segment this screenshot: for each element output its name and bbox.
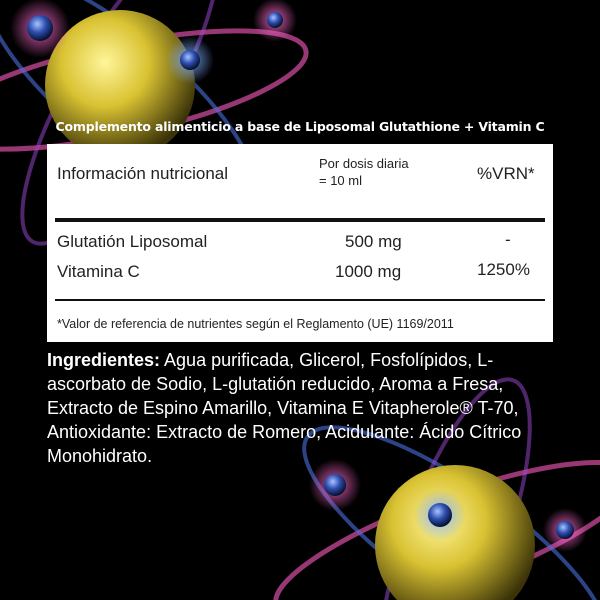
nutrition-table [47,144,553,342]
row-amount: 1000 mg [335,262,402,281]
header-vrn: %VRN* [477,164,535,183]
footer-divider [55,299,545,301]
header-per-dose: Por dosis diaria = 10 ml [319,156,409,188]
row-vrn: - [505,230,511,249]
row-name: Vitamina C [57,262,140,281]
ingredients-paragraph [47,348,557,468]
header-divider [55,218,545,222]
product-title: Complemento alimenticio a base de Liposomal Glutathione + Vitamin C [55,119,545,134]
row-amount: 500 mg [345,232,402,251]
ingredients-text: Agua purificada, Glicerol, Fosfolípidos, L-ascorbato de Sodio, L-glutatión reducido, Aroma a Fresa, Extracto de Espino Amarillo, Vitamina E Vitapherole® T-70, Antioxidante: Extracto de Romero, Acidulante: Ácido Cítrico Monohidrato. [47,350,522,466]
header-nutrition-info: Información nutricional [57,164,229,183]
ingredients-label: Ingredientes: [47,350,161,370]
row-vrn: 1250% [477,260,530,279]
row-name: Glutatión Liposomal [57,232,208,251]
footnote: *Valor de referencia de nutrientes según el Reglamento (UE) 1169/2011 [57,317,454,331]
